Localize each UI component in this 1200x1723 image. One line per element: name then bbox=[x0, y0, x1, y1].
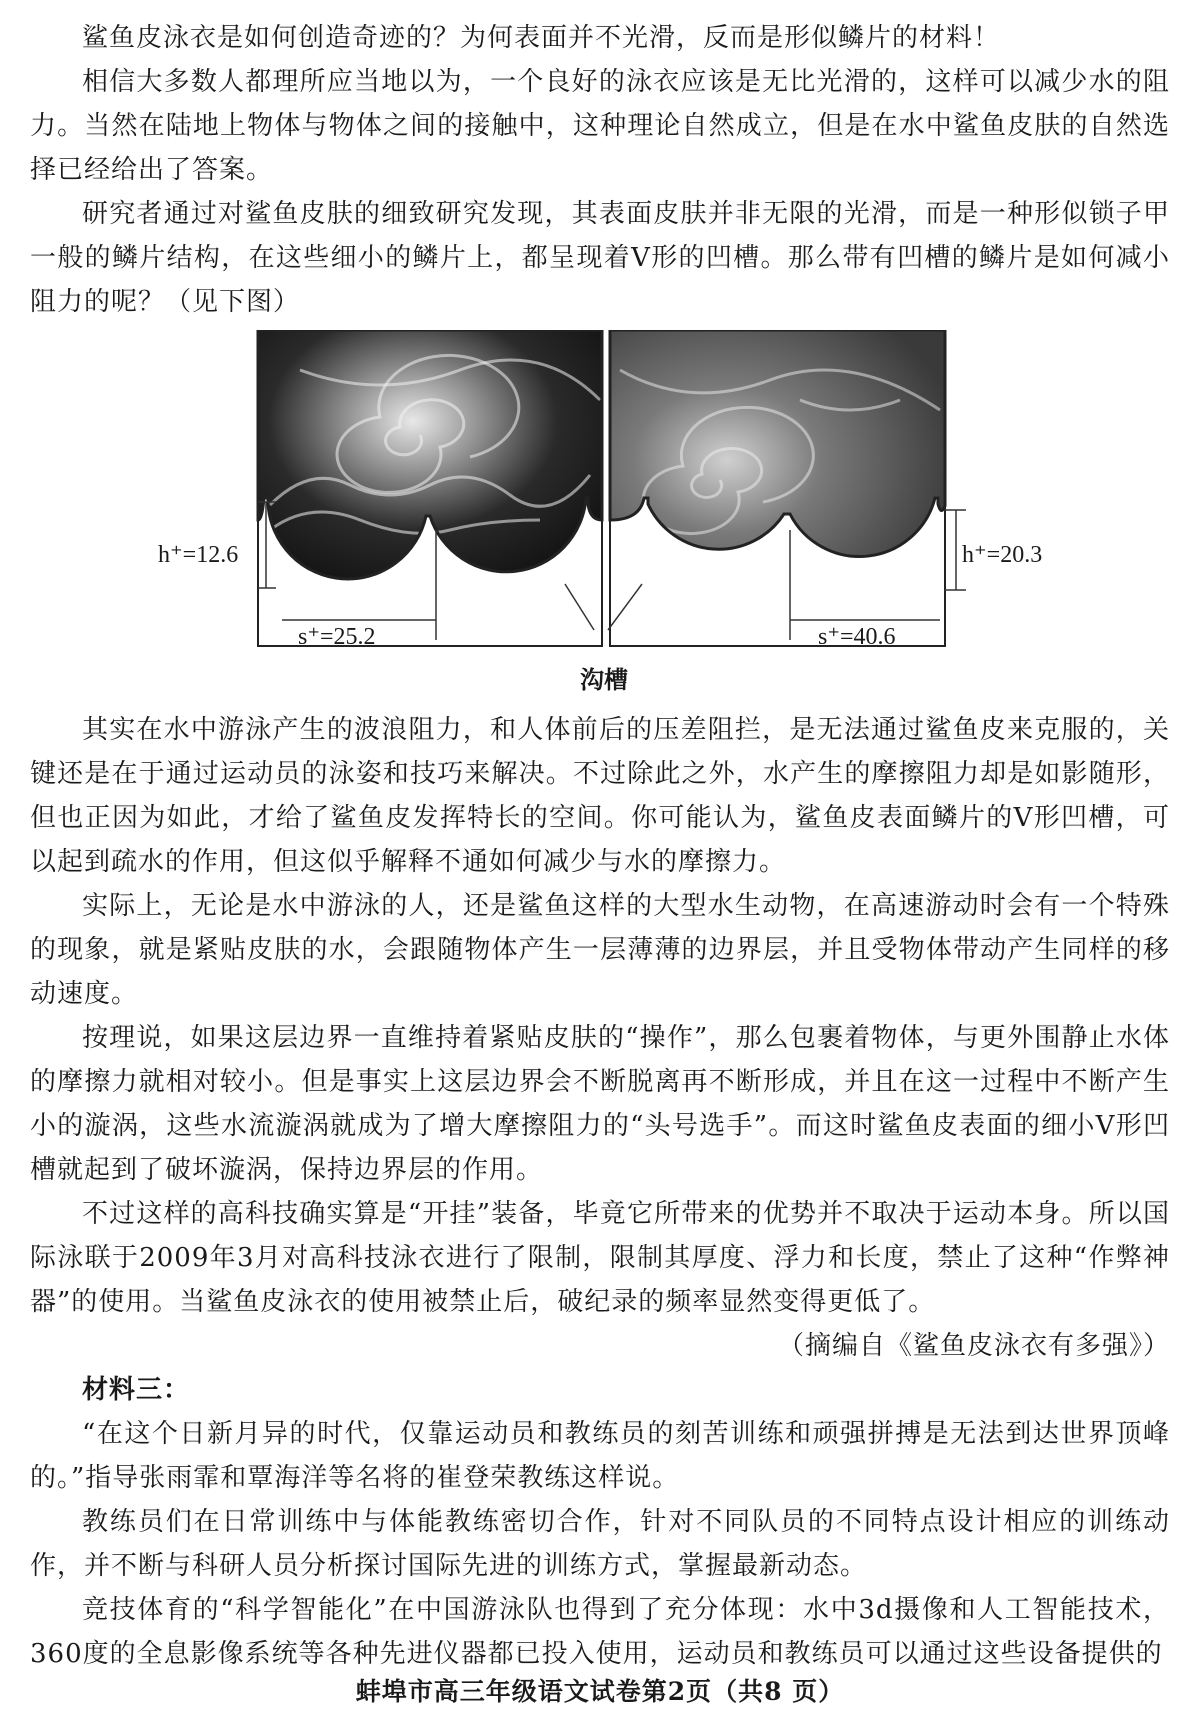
paragraph-smoothness: 相信大多数人都理所应当地以为，一个良好的泳衣应该是无比光滑的，这样可以减少水的阻力。当然在陆地上物体与物体之间的接触中，这种理论自然成立，但是在水中鲨鱼皮肤的自然选择已经给出了答案。 bbox=[30, 67, 1170, 185]
groove-caption: 沟槽 bbox=[580, 666, 628, 694]
riblet-vortex-figure bbox=[0, 330, 1200, 700]
left-vortex-image bbox=[258, 330, 602, 590]
left-s-label: s⁺=25.2 bbox=[298, 624, 376, 650]
paragraph-coach-quote: “在这个日新月异的时代，仅靠运动员和教练员的刻苦训练和顽强拼搏是无法到达世界顶峰的。”指导张雨霏和覃海洋等名将的崔登荣教练这样说。 bbox=[30, 1419, 1170, 1493]
right-vortex-image bbox=[610, 330, 945, 590]
material3-heading: 材料三： bbox=[82, 1375, 191, 1405]
paragraph-vortex: 按理说，如果这层边界一直维持着紧贴皮肤的“操作”，那么包裹着物体，与更外围静止水体的摩擦力就相对较小。但是事实上这层边界会不断脱离再不断形成，并且在这一过程中不断产生小的漩涡，这些水流漩涡就成为了增大摩擦阻力的“头号选手”。而这时鲨鱼皮表面的细小V形凹槽就起到了破坏漩涡，保持边界层的作用。 bbox=[30, 1023, 1170, 1185]
right-s-label: s⁺=40.6 bbox=[818, 624, 896, 650]
paragraph-wave-resistance: 其实在水中游泳产生的波浪阻力，和人体前后的压差阻拦，是无法通过鲨鱼皮来克服的，关键还是在于通过运动员的泳姿和技巧来解决。不过除此之外，水产生的摩擦阻力却是如影随形，但也正因为如此，才给了鲨鱼皮发挥特长的空间。你可能认为，鲨鱼皮表面鳞片的V形凹槽，可以起到疏水的作用，但这似乎解释不通如何减少与水的摩擦力。 bbox=[30, 715, 1170, 877]
riblet-diagram bbox=[0, 330, 1200, 700]
page-footer: 蚌埠市高三年级语文试卷第2页（共8 页） bbox=[355, 1677, 845, 1706]
source-citation: （摘编自《鲨鱼皮泳衣有多强》） bbox=[777, 1331, 1170, 1361]
paragraph-fina-ban: 不过这样的高科技确实算是“开挂”装备，毕竟它所带来的优势并不取决于运动本身。所以国际泳联于2009年3月对高科技泳衣进行了限制，限制其厚度、浮力和长度，禁止了这种“作弊神器”的使用。当鲨鱼皮泳衣的使用被禁止后，破纪录的频率显然变得更低了。 bbox=[30, 1199, 1170, 1317]
left-h-label: h⁺=12.6 bbox=[158, 542, 239, 568]
right-h-label: h⁺=20.3 bbox=[962, 542, 1043, 568]
paragraph-scale-structure: 研究者通过对鲨鱼皮肤的细致研究发现，其表面皮肤并非无限的光滑，而是一种形似锁子甲一般的鳞片结构，在这些细小的鳞片上，都呈现着V形的凹槽。那么带有凹槽的鳞片是如何减小阻力的呢？（见下图） bbox=[30, 199, 1170, 317]
paragraph-boundary-layer: 实际上，无论是水中游泳的人，还是鲨鱼这样的大型水生动物，在高速游动时会有一个特殊的现象，就是紧贴皮肤的水，会跟随物体产生一层薄薄的边界层，并且受物体带动产生同样的移动速度。 bbox=[30, 891, 1170, 1009]
paragraph-intro-question: 鲨鱼皮泳衣是如何创造奇迹的？为何表面并不光滑，反而是形似鳞片的材料！ bbox=[82, 23, 1001, 53]
paragraph-smart-tech: 竞技体育的“科学智能化”在中国游泳队也得到了充分体现：水中3d摄像和人工智能技术，360度的全息影像系统等各种先进仪器都已投入使用，运动员和教练员可以通过这些设备提供的 bbox=[30, 1595, 1170, 1669]
paragraph-training: 教练员们在日常训练中与体能教练密切合作，针对不同队员的不同特点设计相应的训练动作，并不断与科研人员分析探讨国际先进的训练方式，掌握最新动态。 bbox=[30, 1507, 1170, 1581]
